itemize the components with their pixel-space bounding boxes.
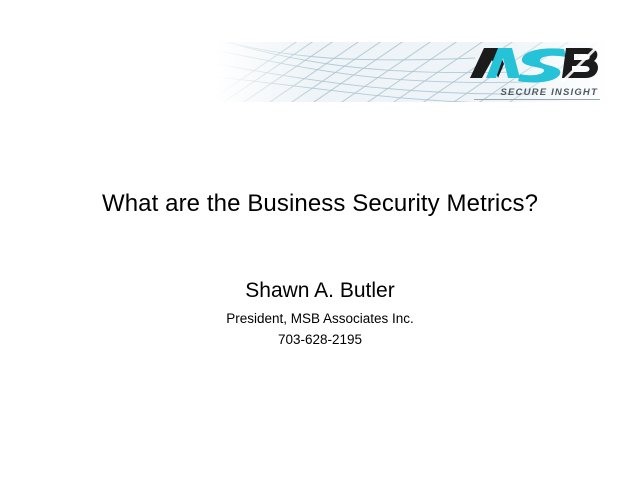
logo-tagline: SECURE INSIGHT [500,87,598,98]
slide-title: What are the Business Security Metrics? [101,190,539,217]
msb-wordmark-icon [468,44,600,84]
msb-logo [468,44,604,100]
author-affiliation: President, MSB Associates Inc. [226,311,414,327]
logo-underline [474,99,600,100]
author-name: Shawn A. Butler [245,279,395,302]
author-phone: 703-628-2195 [277,332,363,348]
header-banner [215,42,610,102]
slide-subtitle-block [0,278,640,347]
